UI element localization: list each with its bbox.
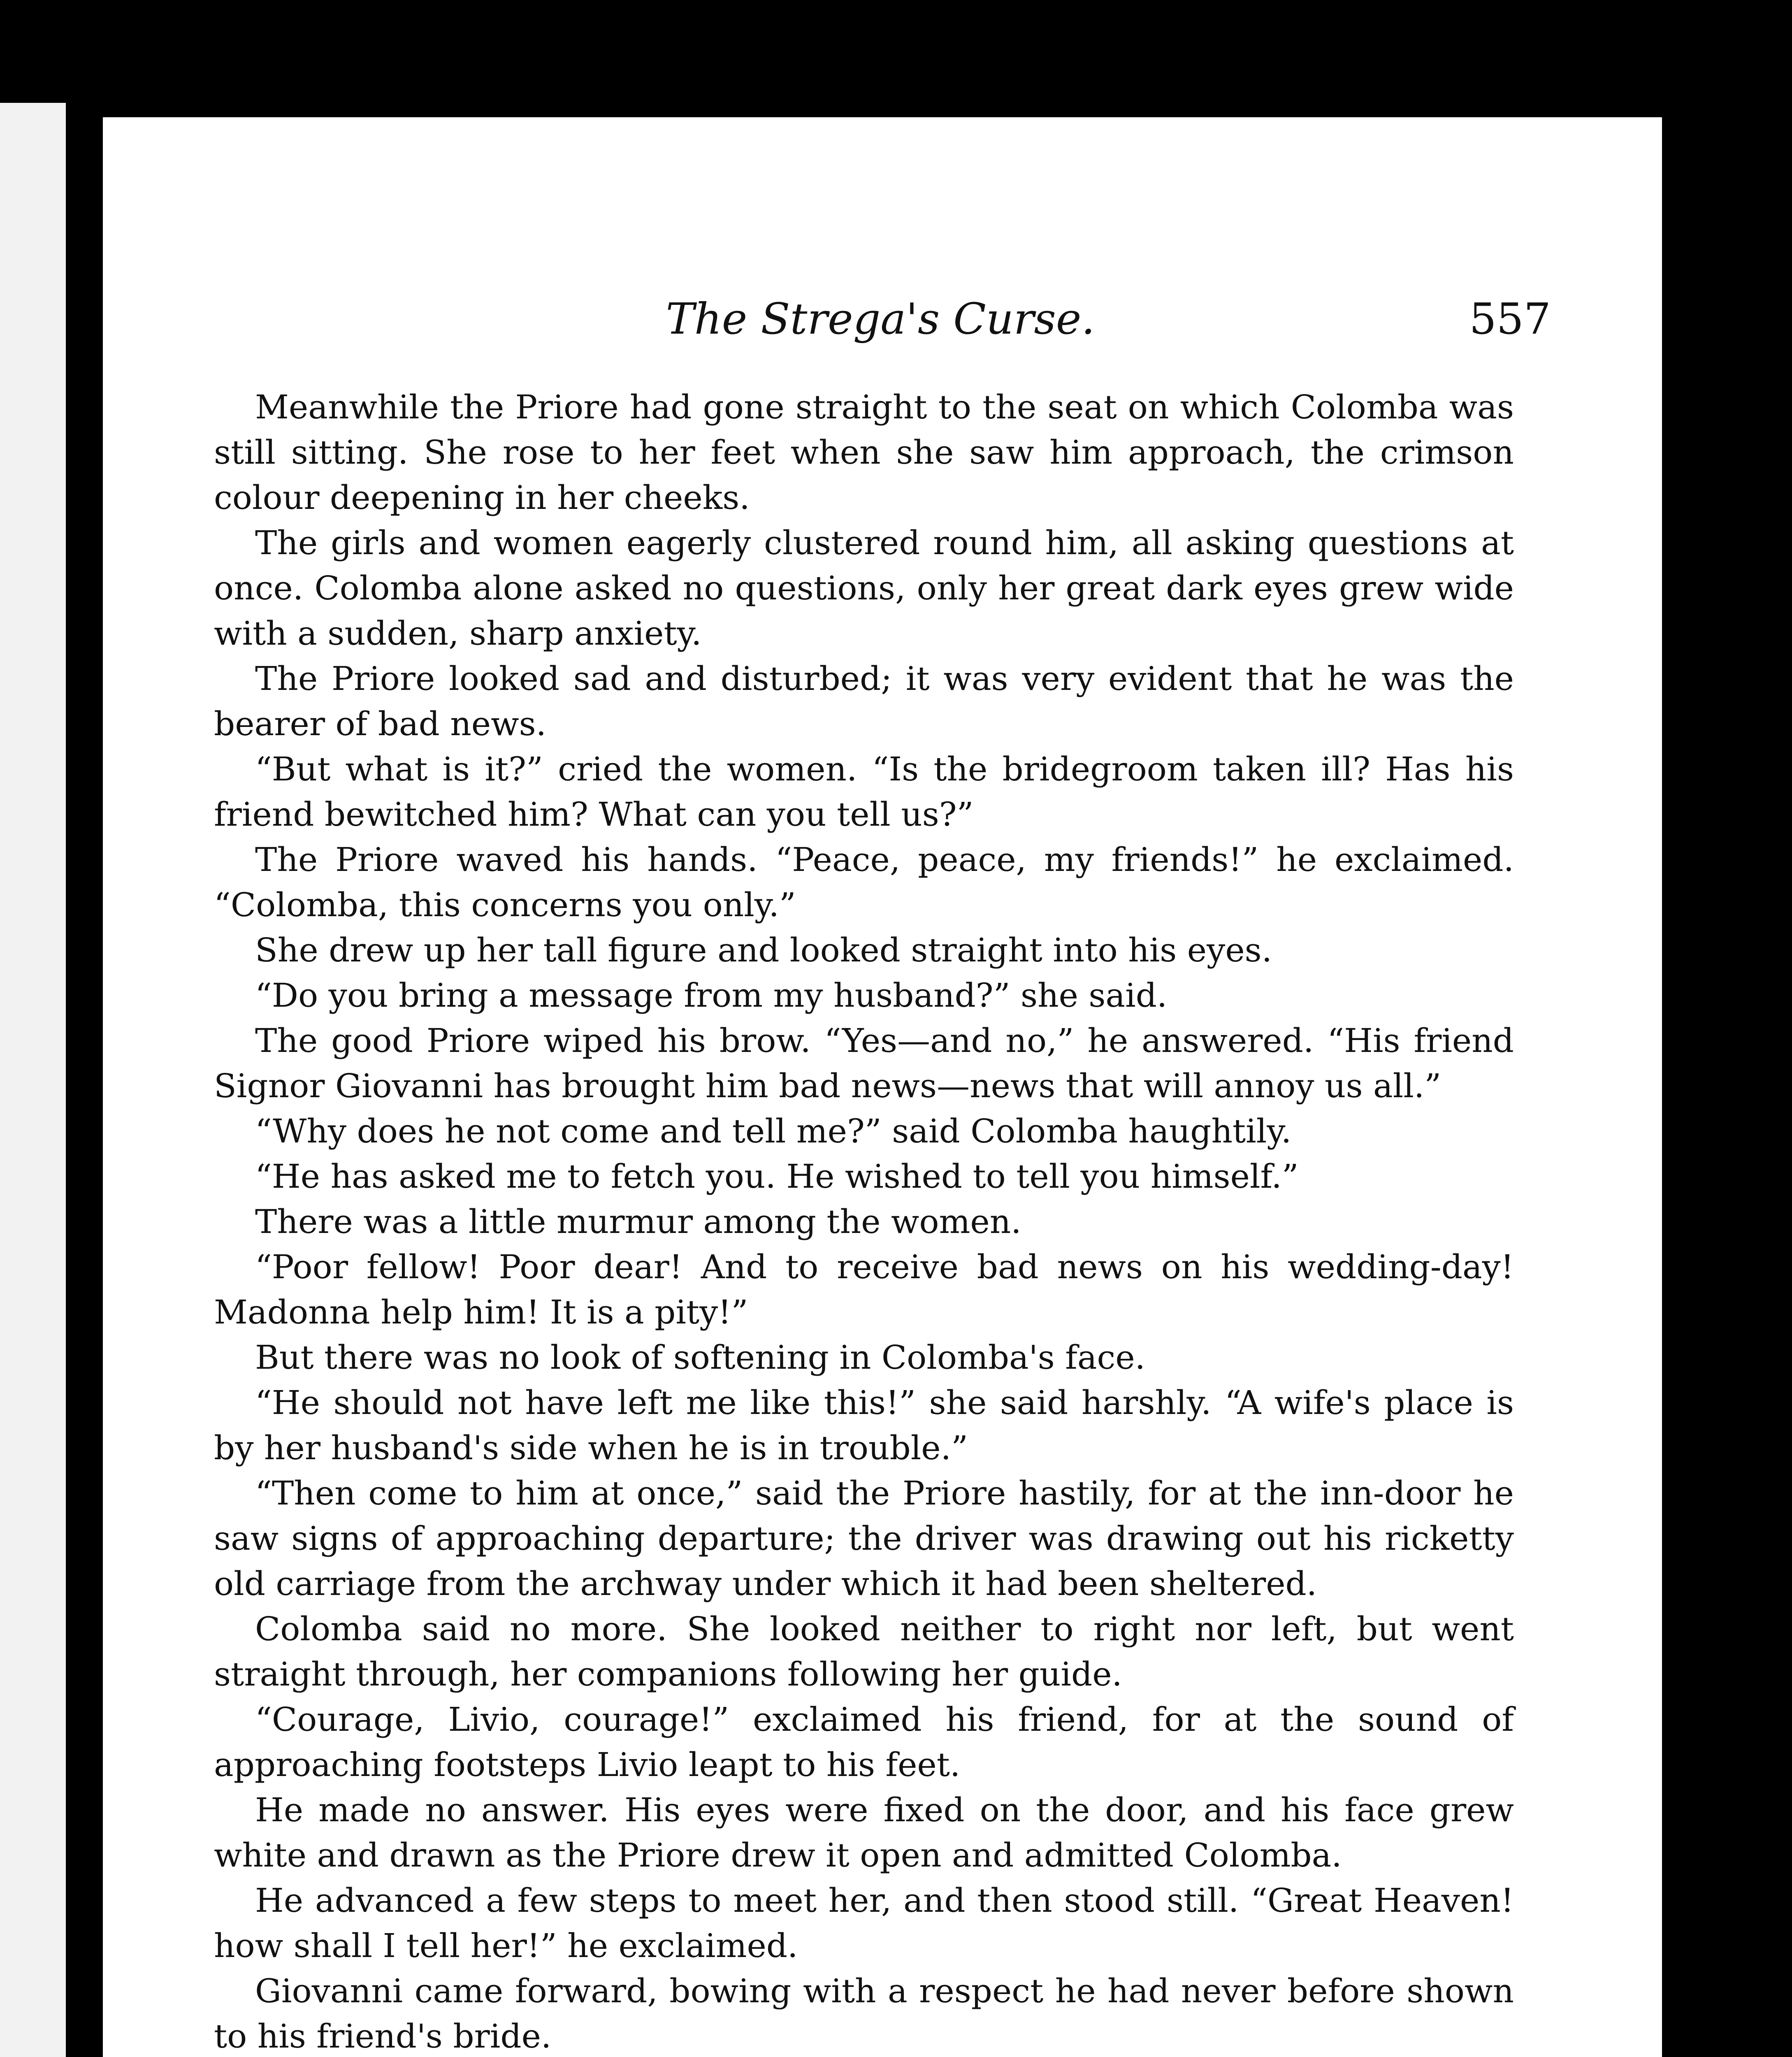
book-gutter [66,82,103,2057]
paragraph: He made no answer. His eyes were fixed on the door, and his face grew white and drawn as the Priore drew it open and admitted Colomba. [214,1791,1514,1874]
running-head [103,290,1662,348]
paragraph: “He has asked me to fetch you. He wished to tell you himself.” [255,1157,1299,1196]
paragraph: He advanced a few steps to meet her, and then stood still. “Great Heaven! how shall I tell her!” he exclaimed. [214,1881,1514,1965]
running-head-title: The Strega's Curse. [666,294,1095,344]
paragraph: The good Priore wiped his brow. “Yes—and no,” he answered. “His friend Signor Giovanni has brought him bad news—news that will annoy us all.” [214,1022,1514,1105]
paragraph: “Then come to him at once,” said the Priore hastily, for at the inn-door he saw signs of approaching departure; the driver was drawing out his ricketty old carriage from the archway under which it had been sheltered. [214,1474,1514,1603]
paragraph: “Courage, Livio, courage!” exclaimed his friend, for at the sound of approaching footsteps Livio leapt to his feet. [214,1700,1514,1784]
paragraph: Meanwhile the Priore had gone straight to the seat on which Colomba was still sitting. She rose to her feet when she saw him approach, the crimson colour deepening in her cheeks. [214,388,1514,517]
paragraph: “But what is it?” cried the women. “Is the bridegroom taken ill? Has his friend bewitched him? What can you tell us?” [214,750,1514,833]
paragraph: There was a little murmur among the women. [255,1203,1021,1241]
paragraph: “Why does he not come and tell me?” said Colomba haughtily. [255,1112,1292,1150]
paragraph: But there was no look of softening in Colomba's face. [255,1338,1146,1377]
paragraph: The Priore looked sad and disturbed; it was very evident that he was the bearer of bad news. [214,659,1514,743]
page-number: 557 [1469,294,1551,344]
paragraph: “Do you bring a message from my husband?” she said. [255,976,1168,1015]
paragraph: The Priore waved his hands. “Peace, peace, my friends!” he exclaimed. “Colomba, this concerns you only.” [214,840,1514,924]
paragraph: Giovanni came forward, bowing with a respect he had never before shown to his friend's bride. [214,1972,1514,2055]
paragraph: “Poor fellow! Poor dear! And to receive bad news on his wedding-day! Madonna help him! It is a pity!” [214,1248,1514,1331]
body-text [214,385,1514,2057]
book-page [103,117,1662,2057]
paragraph: Colomba said no more. She looked neither to right nor left, but went straight through, her companions following her guide. [214,1610,1514,1693]
facing-page-edge [0,103,66,2057]
paragraph: She drew up her tall figure and looked straight into his eyes. [255,931,1272,969]
paragraph: The girls and women eagerly clustered round him, all asking questions at once. Colomba alone asked no questions, only her great dark eyes grew wide with a sudden, sharp anxiety. [214,524,1514,652]
paragraph: “He should not have left me like this!” she said harshly. “A wife's place is by her husband's side when he is in trouble.” [214,1384,1514,1467]
